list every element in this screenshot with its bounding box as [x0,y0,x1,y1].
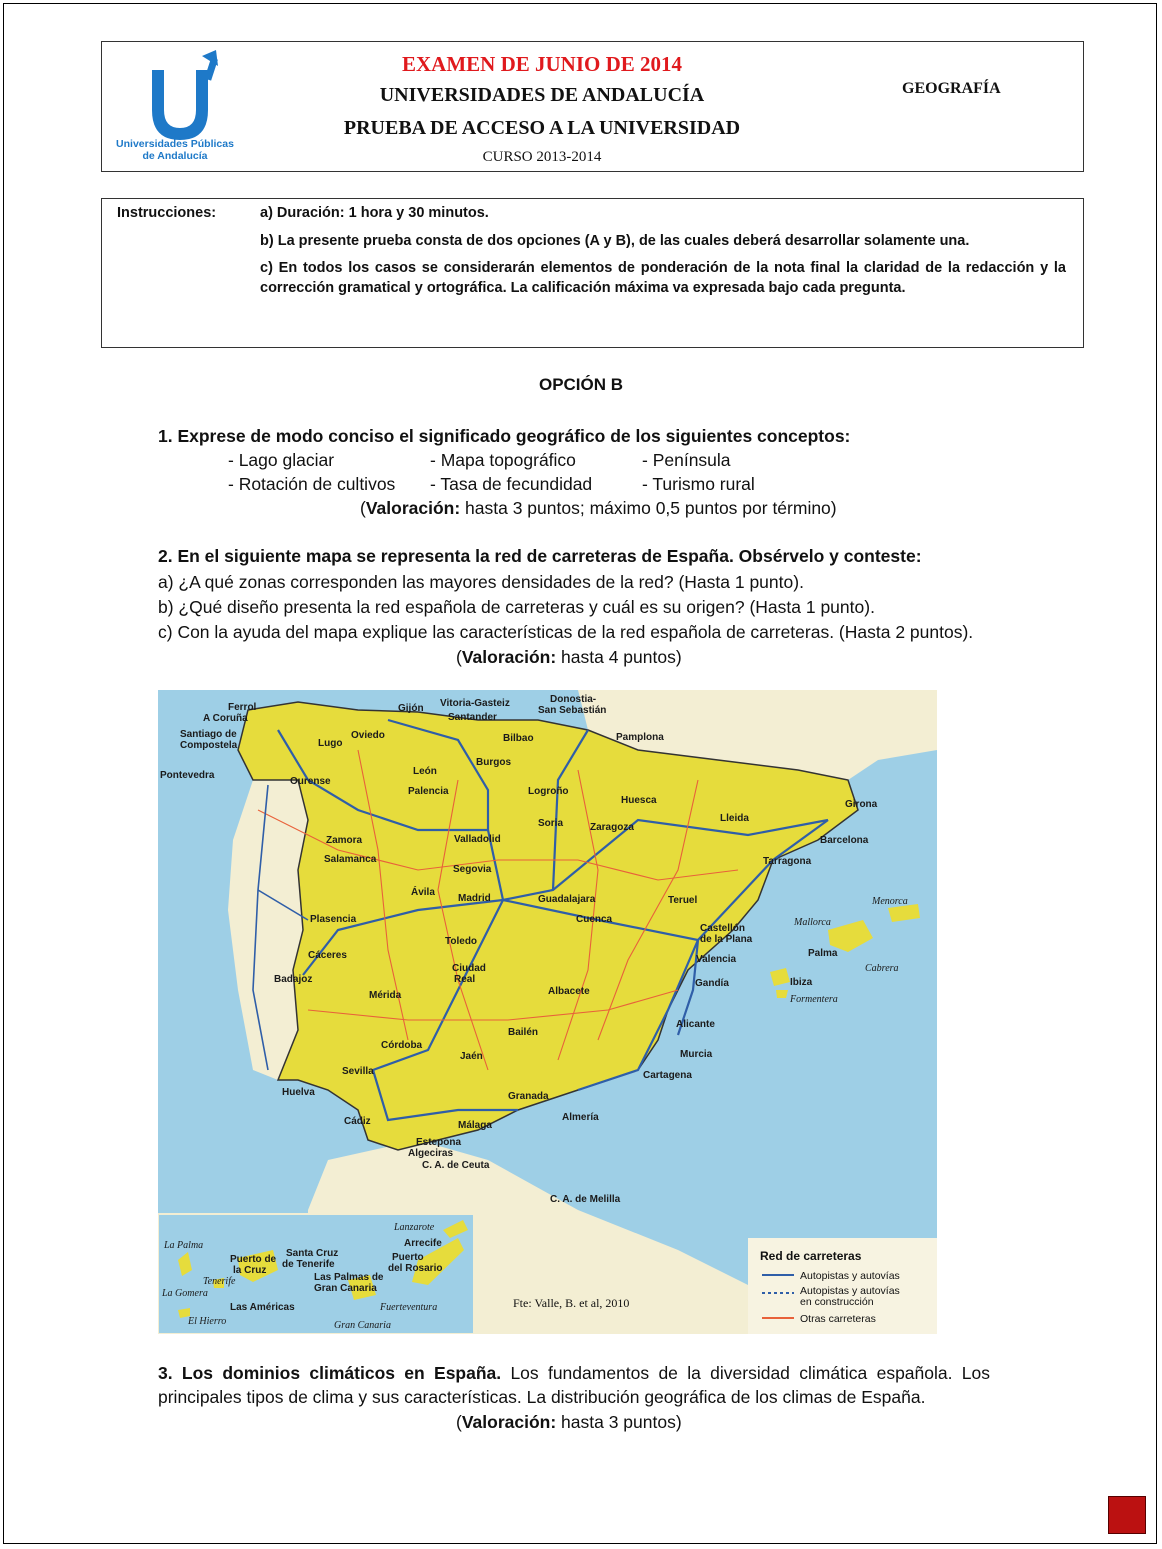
city-label: Córdoba [381,1040,423,1051]
island-label: Mallorca [794,917,831,928]
city-label: Donostia- [550,694,597,705]
canary-label: Lanzarote [394,1222,435,1233]
corner-badge-icon [1108,1496,1146,1534]
instruction-a: a) Duración: 1 hora y 30 minutos. [260,205,489,221]
city-label: Almería [562,1112,599,1123]
city-label: Tarragona [763,856,812,867]
city-label: Ciudad [452,963,486,974]
city-label: Ávila [411,887,435,898]
canary-label: Las Américas [230,1302,295,1313]
city-label: Jaén [460,1051,483,1062]
legend-other: Otras carreteras [800,1313,876,1325]
canary-label: Tenerife [203,1276,236,1287]
valuation-text: hasta 3 puntos; máximo 0,5 puntos por término) [460,498,837,518]
university-title: UNIVERSIDADES DE ANDALUCÍA [379,84,705,106]
question-3-title: 3. Los dominios climáticos en España. [158,1363,502,1383]
city-label: Lleida [720,813,749,824]
city-label: Pamplona [616,732,664,743]
city-label: León [413,766,437,777]
canary-label: Puerto de [230,1254,277,1265]
island-label: Menorca [872,896,908,907]
island-label: Palma [808,948,838,959]
canary-label: Santa Cruz [286,1248,339,1259]
subject-label: GEOGRAFÍA [902,80,1001,97]
canary-label: Gran Canaria [314,1283,377,1294]
question-2a: a) ¿A qué zonas corresponden las mayores densidades de la red? (Hasta 1 punto). [158,572,804,592]
logo-caption-line2: de Andalucía [142,150,208,162]
question-2b: b) ¿Qué diseño presenta la red española de carreteras y cuál es su origen? (Hasta 1 punto). [158,597,875,617]
canary-label: El Hierro [188,1316,227,1327]
city-label: Toledo [445,936,478,947]
instruction-c: c) En todos los casos se considerarán elementos de ponderación de la nota final la claridad de la redacción y la corrección gramatical y ortográfica. La calificación máxima va expresada bajo cada pregunta. [260,260,1066,296]
canary-label: La Gomera [162,1288,208,1299]
city-label: Madrid [458,893,491,904]
island-label: Cabrera [865,963,899,974]
road-network-map [158,690,937,1334]
city-label: Valladolid [454,834,501,845]
formentera-island [776,990,788,998]
city-label: Bailén [508,1027,539,1038]
instruction-b: b) La presente prueba consta de dos opciones (A y B), de las cuales deberá desarrollar solamente una. [260,233,970,249]
city-label: Huelva [282,1087,315,1098]
instructions-box [101,198,1084,348]
city-label: de la Plana [700,934,753,945]
city-label: Segovia [453,864,492,875]
city-label: Lugo [318,738,343,749]
exam-title: EXAMEN DE JUNIO DE 2014 [401,52,682,76]
city-label: Albacete [548,986,590,997]
city-label: Girona [845,799,878,810]
canary-label: Fuerteventura [380,1302,438,1313]
legend-construction-2: en construcción [800,1296,874,1308]
island-label: Formentera [790,994,838,1005]
city-label: Valencia [696,954,737,965]
city-label: Gijón [398,703,424,714]
city-label: Huesca [621,795,657,806]
question-2-valuation: (Valoración: hasta 4 puntos) [456,647,682,667]
valuation-text: hasta 4 puntos) [556,647,682,667]
question-3-body: Los fundamentos de la diversidad climática española. Los principales tipos de clima y sus características. La distribución geográfica de los climas de España. [158,1363,991,1407]
city-label: Estepona [416,1137,462,1148]
city-label: Ourense [290,776,331,787]
city-label: Badajoz [274,974,313,985]
term-item: - Península [642,450,731,470]
city-label: Real [454,974,476,985]
city-label: Compostela [180,740,238,751]
city-label: Logroño [528,786,569,797]
map-legend [748,1238,937,1334]
city-label: Málaga [458,1120,492,1131]
city-label: Sevilla [342,1066,374,1077]
canary-label: Gran Canaria [334,1320,391,1331]
city-label: Gandía [695,978,729,989]
header-box [101,41,1084,172]
question-3-valuation: (Valoración: hasta 3 puntos) [456,1412,682,1432]
canary-label: de Tenerife [282,1259,335,1270]
city-label: Salamanca [324,854,377,865]
legend-title: Red de carreteras [760,1249,862,1263]
legend-construction-1: Autopistas y autovías [800,1285,900,1297]
valuation-label: Valoración: [461,1412,557,1432]
city-label: Palencia [408,786,449,797]
city-label: San Sebastián [538,705,607,716]
canary-label: la Cruz [233,1265,267,1276]
canary-islands-inset [158,1214,474,1334]
question-3-text [158,1361,990,1409]
city-label: Soria [538,818,564,829]
option-title: OPCIÓN B [538,375,624,394]
valuation-text: hasta 3 puntos) [556,1412,682,1432]
city-label: Mérida [369,990,402,1001]
term-item: - Lago glaciar [228,450,335,470]
city-label: Alicante [676,1019,715,1030]
term-item: - Tasa de fecundidad [430,474,593,494]
map-source: Fte: Valle, B. et al, 2010 [513,1296,630,1310]
valuation-label: Valoración: [461,647,557,667]
logo-caption-line1: Universidades Públicas [116,138,234,150]
city-label: Barcelona [820,835,869,846]
city-label: C. A. de Melilla [550,1194,621,1205]
question-1-valuation: (Valoración: hasta 3 puntos; máximo 0,5 puntos por término) [360,498,837,518]
term-item: - Turismo rural [642,474,755,494]
city-label: Cádiz [344,1116,371,1127]
city-label: Zamora [326,835,363,846]
city-label: A Coruña [203,713,248,724]
term-item: - Rotación de cultivos [228,474,396,494]
city-label: Pontevedra [160,770,215,781]
city-label: Bilbao [503,733,534,744]
city-label: Vitoria-Gasteiz [440,698,510,709]
city-label: Santiago de [180,729,237,740]
city-label: Guadalajara [538,894,596,905]
city-label: Oviedo [351,730,385,741]
course-year: CURSO 2013-2014 [482,149,602,165]
test-name: PRUEBA DE ACCESO A LA UNIVERSIDAD [343,117,741,139]
canary-label: Las Palmas de [314,1272,384,1283]
city-label: Ibiza [790,977,813,988]
city-label: C. A. de Ceuta [422,1160,490,1171]
canary-label: del Rosario [388,1263,443,1274]
legend-motorways: Autopistas y autovías [800,1270,900,1282]
city-label: Zaragoza [590,822,634,833]
canary-label: Puerto [392,1252,424,1263]
instructions-label: Instrucciones: [117,205,217,221]
canary-label: Arrecife [404,1238,442,1249]
canary-label: La Palma [164,1240,204,1251]
map-svg [158,690,937,1334]
city-label: Cuenca [576,914,613,925]
city-label: Cartagena [643,1070,692,1081]
city-label: Plasencia [310,914,357,925]
question-2-title: 2. En el siguiente mapa se representa la red de carreteras de España. Obsérvelo y conteste: [158,546,922,566]
city-label: Ferrol [228,702,257,713]
city-label: Algeciras [408,1148,454,1159]
city-label: Murcia [680,1049,713,1060]
term-item: - Mapa topográfico [430,450,576,470]
city-label: Cáceres [308,950,347,961]
question-2c: c) Con la ayuda del mapa explique las características de la red española de carreteras. (Hasta 2 puntos). [158,622,974,642]
city-label: Burgos [476,757,511,768]
valuation-label: Valoración: [365,498,461,518]
city-label: Teruel [668,895,698,906]
city-label: Santander [448,712,497,723]
city-label: Granada [508,1091,549,1102]
city-label: Castellón [700,923,746,934]
question-1-title: 1. Exprese de modo conciso el significado geográfico de los siguientes conceptos: [158,426,851,446]
